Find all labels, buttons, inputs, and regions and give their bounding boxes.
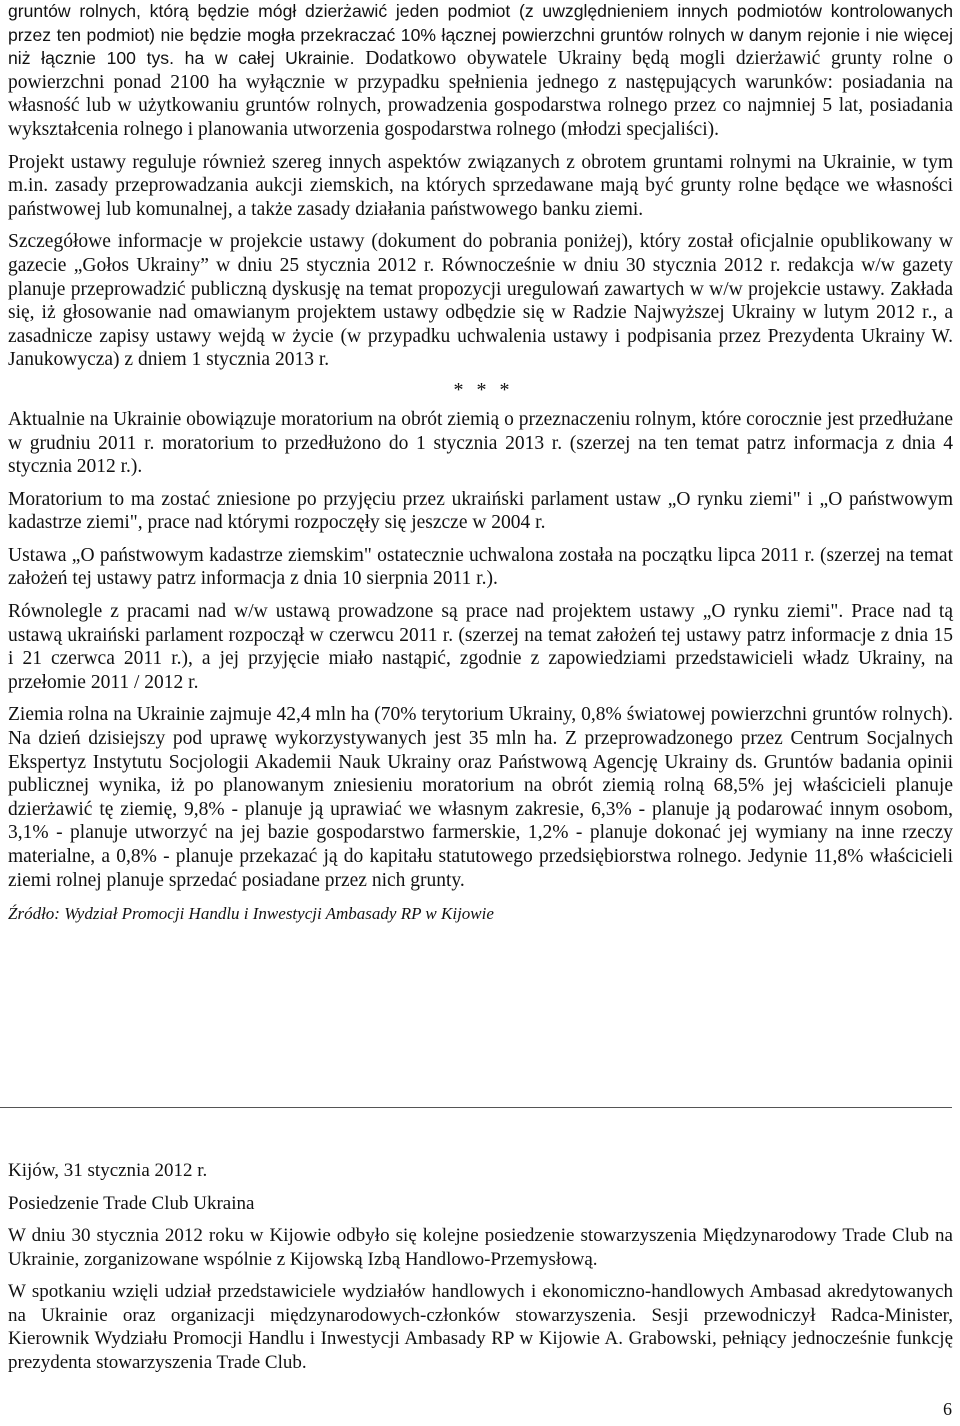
paragraph-land-statistics: Ziemia rolna na Ukrainie zajmuje 42,4 mln ha (70% terytorium Ukrainy, 0,8% światowej powierzchni gruntów rolnych). Na dzień dzisiejszy pod uprawę wykorzystywanych jest 35 mln ha. Z przeprowadzonego przez Centrum Socjalnych Ekspertyz Instytutu Socjologii Akademii Nauk Ukrainy oraz Państwową Agencję Ukrainy ds. Gruntów badania opinii publicznej wynika, iż po planowanym zniesieniu moratorium na obrót ziemią rolną 68,5% jej właścicieli planuje dzierżawić tę ziemię, 9,8% - planuje ją uprawiać we własnym zakresie, 6,3% - planuje ją podarować innym osobom, 3,1% - planuje utworzyć na jej bazie gospodarstwo farmerskie, 1,2% - planuje dokonać jej wymiany na inne rzeczy materialne, a 0,8% - planuje przekazać ją do kapitału statutowego przedsiębiorstwa rolnego. Jedynie 11,8% właścicieli ziemi rolnej planuje sprzedać posiadane przez nich grunty. [8, 704, 953, 891]
paragraph-lease-limits-rest: Dodatkowo obywatele Ukrainy będą mogli dzierżawić grunty rolne o powierzchni ponad 2100 ha wyłącznie w przypadku spełnienia jednego z następujących warunków: posiadania na własność lub w użytkowaniu gruntów rolnych, prowadzenia gospodarstwa rolnego przez co najmniej 5 lat, posiadania wykształcenia rolnego i planowania utworzenia gospodarstwa rolnego (młodzi specjaliści). [8, 48, 954, 140]
paragraph-other-aspects: Projekt ustawy reguluje również szereg innych aspektów związanych z obrotem gruntami rolnymi na Ukrainie, w tym m.in. zasady przeprowadzania aukcji ziemskich, na których sprzedawane mają być grunty rolne będące we własności państwowej lub komunalnej, a także zasady działania państwowego banku ziemi. [8, 151, 953, 220]
source-citation: Źródło: Wydział Promocji Handlu i Inwestycji Ambasady RP w Kijowie [8, 904, 494, 924]
section-separator: * * * [453, 378, 514, 401]
paragraph-meeting: W dniu 30 stycznia 2012 roku w Kijowie odbyło się kolejne posiedzenie stowarzyszenia Międzynarodowy Trade Club na Ukrainie, zorganizowane wspólnie z Kijowską Izbą Handlowo-Przemysłową. [8, 1225, 953, 1270]
article-title: Posiedzenie Trade Club Ukraina [8, 1192, 255, 1214]
page-number: 6 [943, 1399, 952, 1419]
paragraph-land-market-law: Równolegle z pracami nad w/w ustawą prowadzone są prace nad projektem ustawy „O rynku ziemi". Prace nad tą ustawą ukraiński parlament rozpoczął w czerwcu 2011 r. (szerzej na temat założeń tej ustawy patrz informacje z dnia 15 i 21 czerwca 2011 r.), a jej przyjęcie miało nastąpić, zgodnie z zapowiedziami przedstawicieli władz Ukrainy, na przełomie 2011 / 2012 r. [8, 601, 953, 693]
paragraph-lease-limits [8, 0, 953, 142]
paragraph-details: Szczegółowe informacje w projekcie ustawy (dokument do pobrania poniżej), który został oficjalnie opublikowany w gazecie „Gołos Ukrainy” w dniu 25 stycznia 2012 r. Równocześnie w dniu 30 stycznia 2012 r. redakcja w/w gazety planuje przeprowadzić publiczną dyskusję na temat propozycji uregulowań zawartych w w/w projekcie ustawy. Zakłada się, iż głosowanie nad omawianym projektem ustawy odbędzie się w Radzie Najwyższej Ukrainy w lutym 2012 r., a zasadnicze zapisy ustawy wejdą w życie (w przypadku uchwalenia ustawy i podpisania przez Prezydenta Ukrainy W. Janukowycza) z dniem 1 stycznia 2013 r. [8, 231, 953, 371]
paragraph-lease-limits-start: gruntów rolnych, którą będzie mógł dzierżawić jeden podmiot (z uwzględnieniem innych podmiotów kontrolowanych przez ten podmiot) nie będzie mogła przekraczać 10% łącznej powierzchni gruntów rolnych w danym rejonie i nie więcej niż łącznie 100 tys. ha w całej Ukrainie. [8, 1, 953, 69]
article-body [8, 0, 953, 926]
section-divider [0, 1107, 952, 1108]
paragraph-participants: W spotkaniu wzięli udział przedstawiciele wydziałów handlowych i ekonomiczno-handlowych Ambasad akredytowanych na Ukrainie oraz organizacji międzynarodowych-członków stowarzyszenia. Sesji przewodniczył Radca-Minister, Kierownik Wydziału Promocji Handlu i Inwestycji Ambasady RP w Kijowie A. Grabowski, pełniący jednocześnie funkcję prezydenta stowarzyszenia Trade Club. [8, 1281, 953, 1373]
dateline: Kijów, 31 stycznia 2012 r. [8, 1160, 208, 1181]
paragraph-moratorium: Aktualnie na Ukrainie obowiązuje moratorium na obrót ziemią o przeznaczeniu rolnym, które corocznie jest przedłużane w grudniu 2011 r. moratorium to przedłużono do 1 stycznia 2013 r. (szerzej na ten temat patrz informacja z dnia 4 stycznia 2012 r.). [8, 408, 953, 478]
paragraph-cadastre-law: Ustawa „O państwowym kadastrze ziemskim" ostatecznie uchwalona została na początku lipca 2011 r. (szerzej na temat założeń tej ustawy patrz informacja z dnia 10 sierpnia 2011 r.). [8, 544, 953, 590]
next-article [8, 1159, 953, 1374]
paragraph-moratorium-lift: Moratorium to ma zostać zniesione po przyjęciu przez ukraiński parlament ustaw „O rynku ziemi" i „O państwowym kadastrze ziemi", prace nad którymi rozpoczęły się jeszcze w 2004 r. [8, 488, 953, 534]
